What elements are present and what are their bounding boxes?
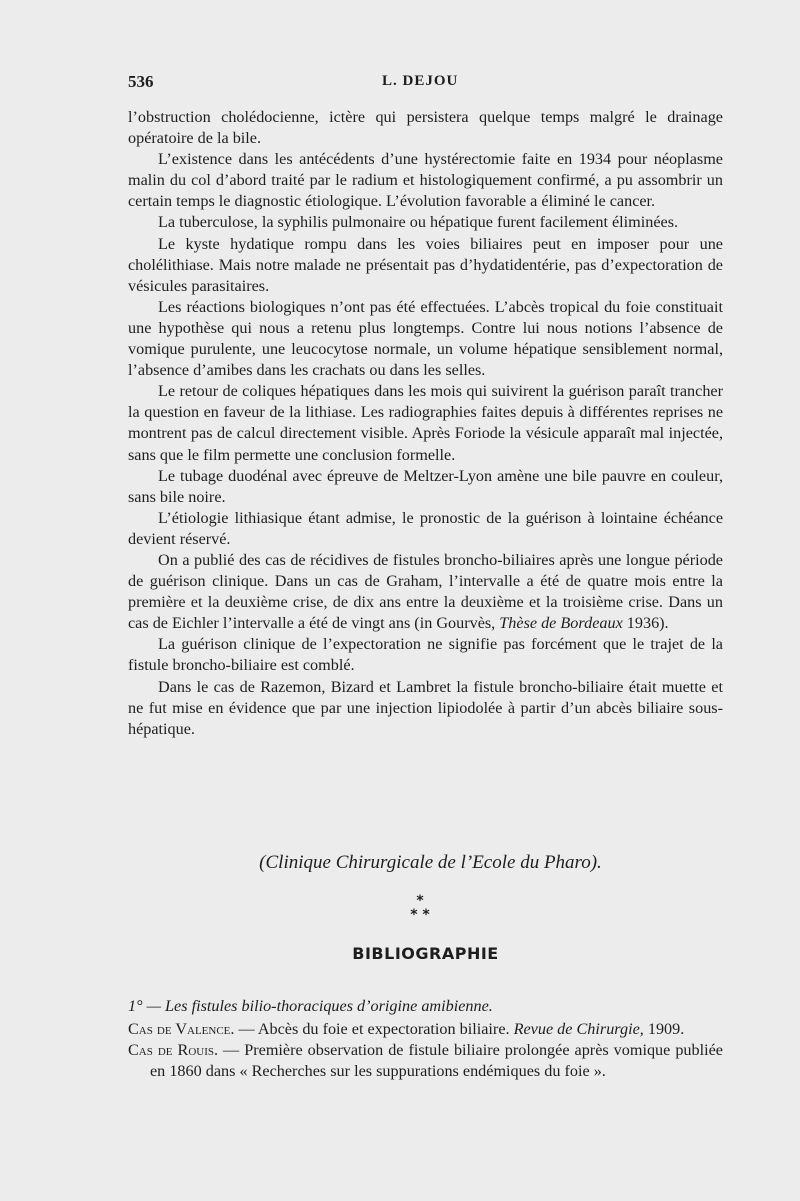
paragraph: La tuberculose, la syphilis pulmonaire ou hépatique furent facilement éliminées. [158, 213, 679, 232]
bibliography-entry [128, 1019, 723, 1040]
bib-author: Cas de Valence. [128, 1020, 235, 1039]
paragraph: L’existence dans les antécédents d’une hystérectomie faite en 1934 pour néoplasme malin du col d’abord traité par le radium et histologiquement confirmé, a pu assombrir un certain temps le diagnostic étiologique. L’évolution favorable a éliminé le cancer. [128, 150, 723, 211]
paragraph: L’étiologie lithiasique étant admise, le pronostic de la guérison à lointaine échéance devient réservé. [128, 508, 723, 548]
paragraph: Dans le cas de Razemon, Bizard et Lambret la fistule broncho-biliaire était muette et ne fut mise en évidence que par une injection lipiodolée à partir d’un abcès biliaire sous-hépatique. [128, 677, 723, 738]
bibliography-entry [128, 1040, 723, 1082]
clinic-attribution: (Clinique Chirurgicale de l’Ecole du Pharo). [259, 852, 602, 873]
section-separator [390, 893, 450, 923]
bibliography-heading: 1° — Les fistules bilio-thoraciques d’origine amibienne. [128, 997, 493, 1015]
page-number: 536 [128, 72, 154, 91]
bib-journal: Revue de Chirurgie, [513, 1020, 644, 1039]
page-header [128, 72, 723, 96]
paragraph-text: 1936). [622, 614, 669, 633]
paragraph: Le kyste hydatique rompu dans les voies biliaires peut en imposer pour une cholélithiase. Mais notre malade ne présentait pas d’hydatidentérie, pas d’expectoration de vésicules parasitaires. [128, 234, 723, 295]
paragraph: Les réactions biologiques n’ont pas été effectuées. L’abcès tropical du foie constituait une hypothèse qui nous a retenu plus longtemps. Contre lui nous notions l’absence de vomique purulente, une leucocytose normale, un volume hépatique sensiblement normal, l’absence d’amibes dans les crachats ou dans les selles. [128, 297, 723, 380]
paragraph: Le retour de coliques hépatiques dans les mois qui suivirent la guérison paraît trancher la question en faveur de la lithiase. Les radiographies faites depuis à différentes reprises ne montrent pas de calcul directement visible. Après Foriode la vésicule apparaît mal injectée, sans que le film permette une conclusion formelle. [128, 382, 723, 464]
citation-title: Thèse de Bordeaux [499, 614, 623, 633]
svg-text:*: * [416, 893, 424, 909]
paragraph: Le tubage duodénal avec épreuve de Meltzer-Lyon amène une bile pauvre en couleur, sans bile noire. [128, 466, 723, 506]
bib-text: — Abcès du foie et expectoration biliaire. [234, 1020, 514, 1039]
bibliography-title: BIBLIOGRAPHIE [352, 944, 499, 963]
paragraph [128, 550, 723, 634]
bib-author: Cas de Rouis. [128, 1041, 219, 1060]
paragraph: La guérison clinique de l’expectoration ne signifie pas forcément que le trajet de la fistule broncho-biliaire est comblé. [128, 635, 723, 675]
svg-text:* *: * * [410, 907, 430, 923]
bibliography-list [128, 996, 723, 1082]
paragraph: l’obstruction cholédocienne, ictère qui persistera quelque temps malgré le drainage opératoire de la bile. [128, 108, 723, 148]
bib-year: 1909. [643, 1020, 685, 1039]
body-text [128, 107, 723, 740]
running-head: L. DEJOU [382, 73, 459, 89]
paragraph-text: On a publié des cas de récidives de fistules broncho-biliaires après une longue période de guérison clinique. Dans un cas de Graham, l’intervalle a été de quatre mois entre la première et la deuxième crise, de dix ans entre la deuxième et la troisième crise. Dans un cas de Eichler l’intervalle a été de vingt ans (in Gourvès, [128, 550, 723, 633]
bib-text: — Première observation de fistule biliaire prolongée après vomique publiée en 1860 dans « Recherches sur les suppurations endémiques du foie ». [150, 1041, 723, 1081]
